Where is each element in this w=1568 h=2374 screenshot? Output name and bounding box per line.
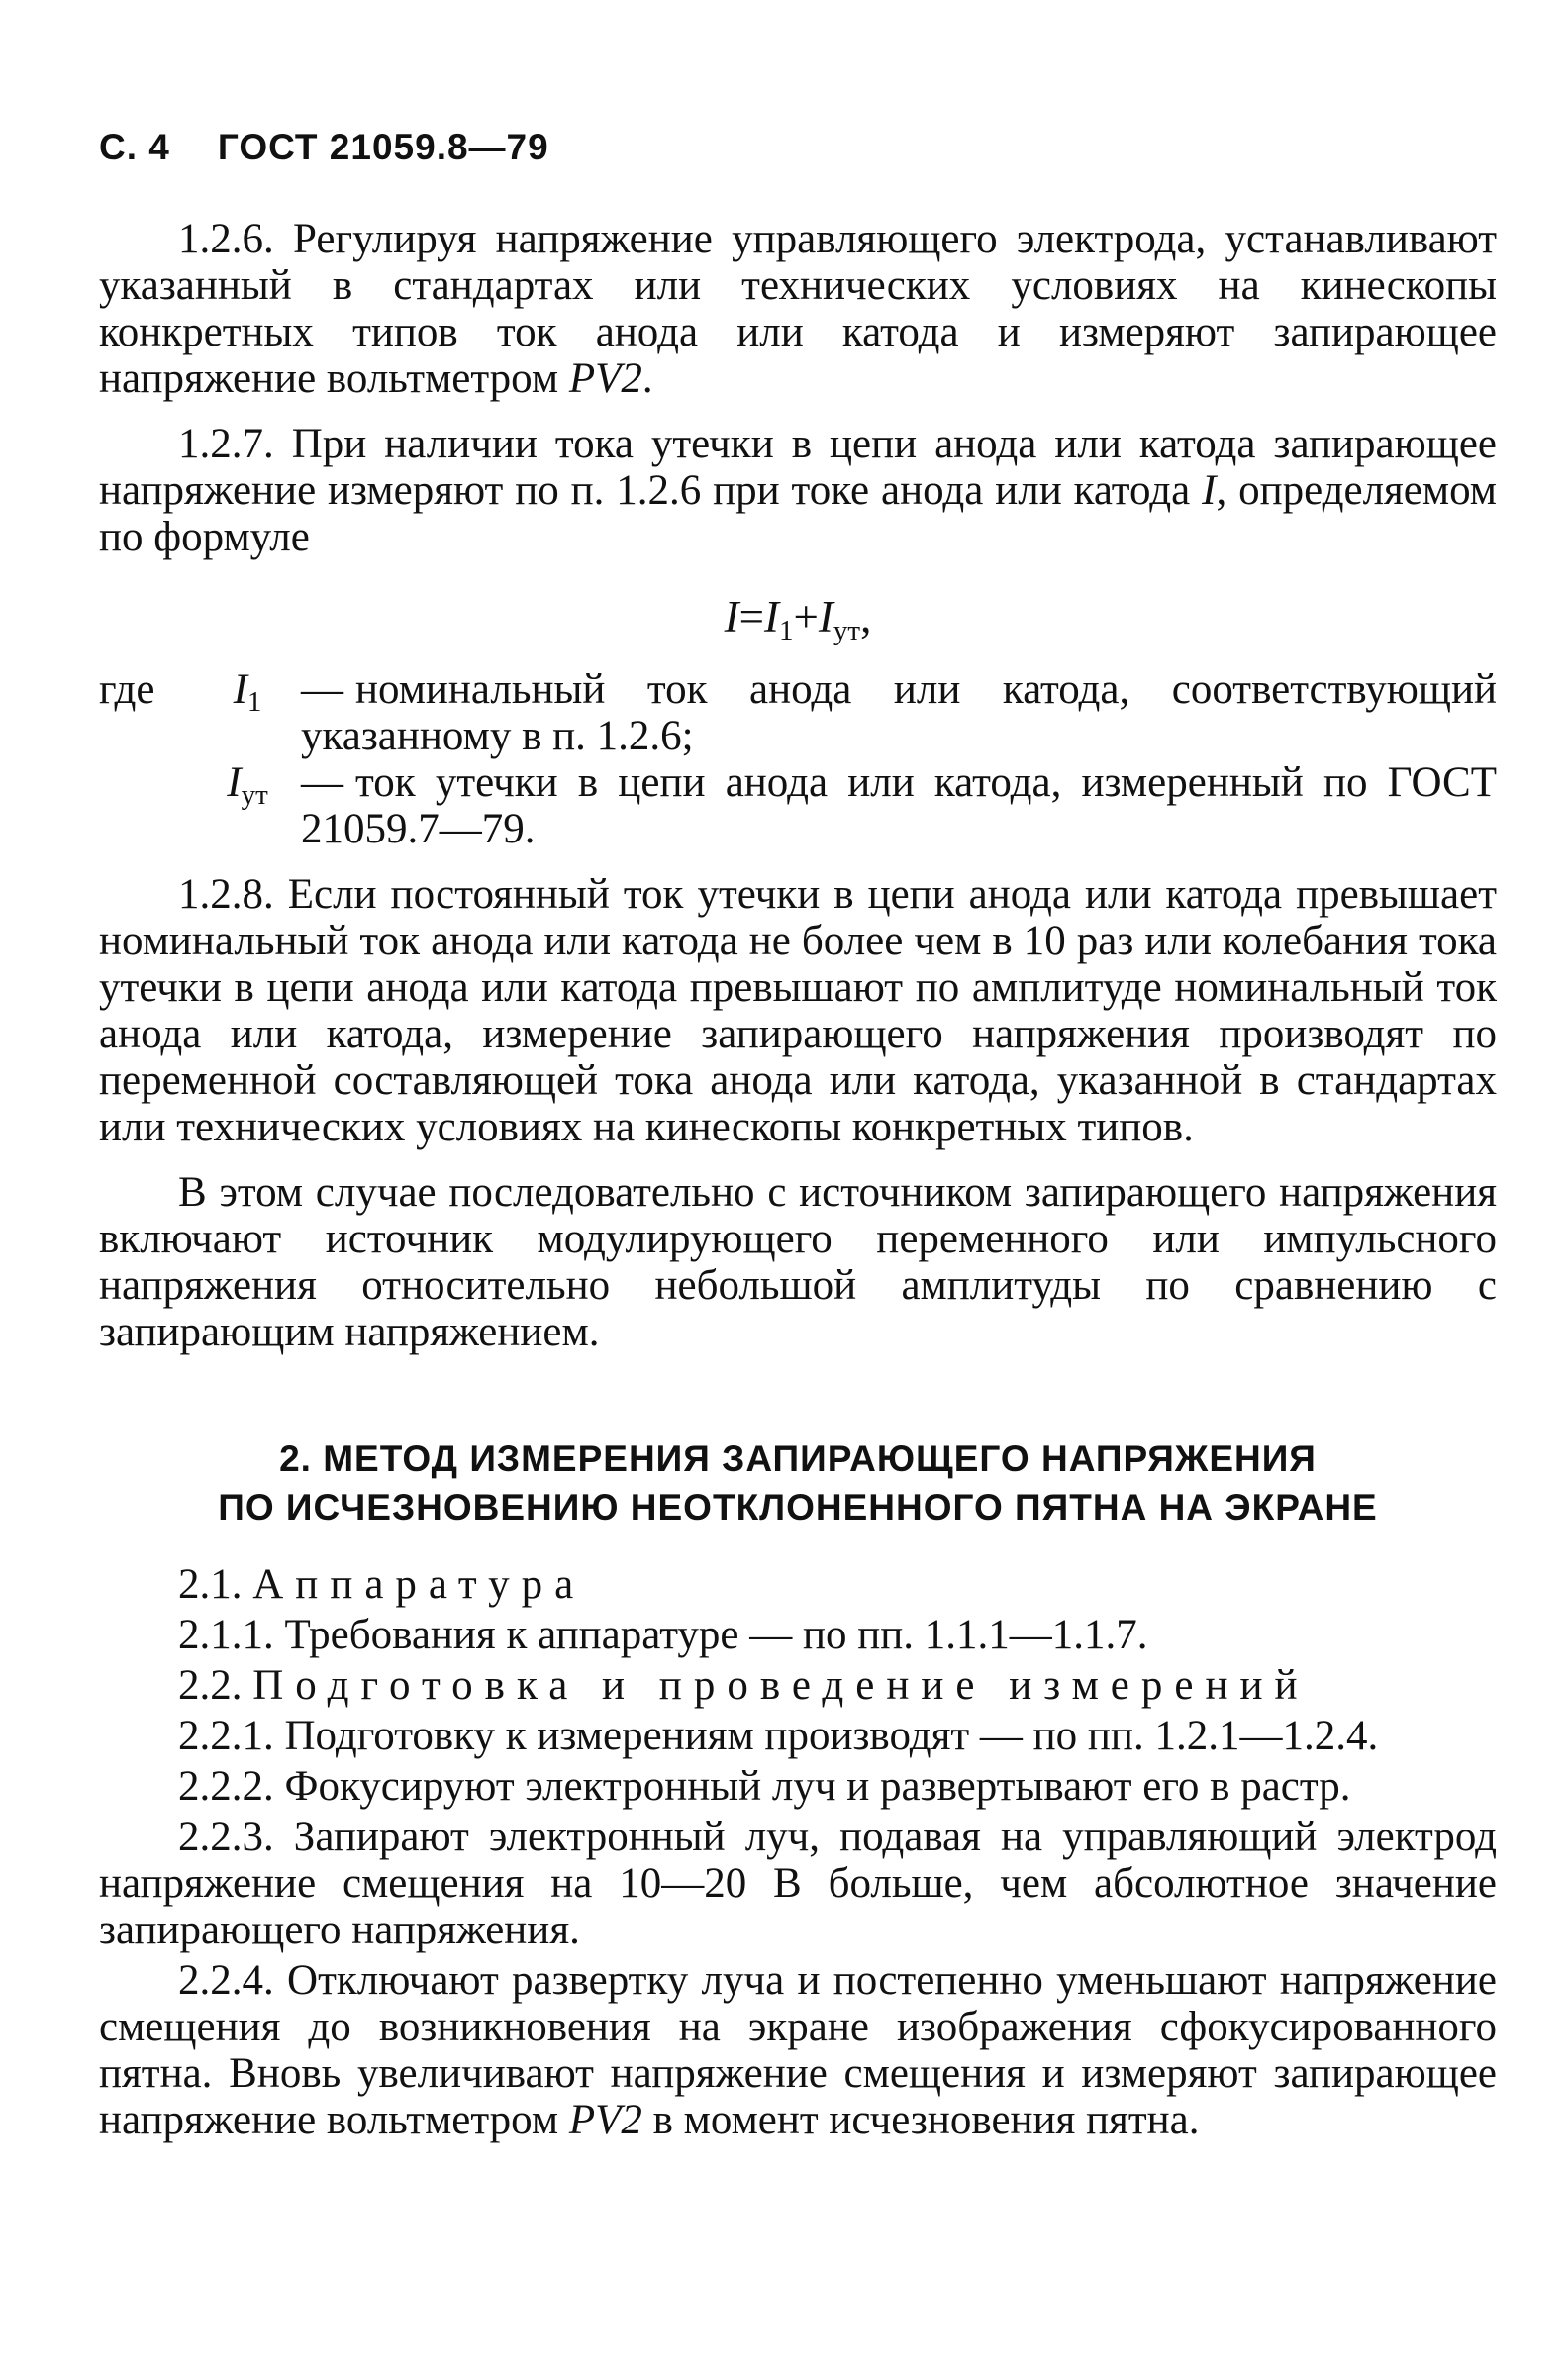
subsection-2-2-title (99, 1662, 1497, 1709)
symbol-sub: 1 (246, 686, 262, 718)
paragraph-text: , определяемом по формуле (99, 467, 1497, 560)
section-2-heading (99, 1434, 1497, 1532)
item-2-2-1: 2.2.1. Подготовку к измерениям производят — по пп. 1.2.1—1.2.4. (178, 1713, 1379, 1759)
definition-text: номинальный ток анода или катода, соответствующий указанному в п. 1.2.6; (301, 666, 1497, 759)
paragraph-1-2-8: 1.2.8. Если постоянный ток утечки в цепи анода или катода превышает номинальный ток анода или катода не более чем в 10 раз или колебания тока утечки в цепи анода или катода превышают по амплитуде номинальный ток анода или катода, измерение запирающего напряжения производят по переменной составляющей тока анода или катода, указанной в стандартах или технических условиях на кинескопы конкретных типов. (99, 871, 1497, 1150)
definition-text-2 (301, 759, 1497, 852)
formula-sub-1: 1 (779, 615, 794, 646)
formula-term-2: I (818, 592, 833, 642)
definition-text-1 (301, 666, 1497, 759)
dash: — (301, 666, 343, 713)
definition-text: ток утечки в цепи анода или катода, измеренный по ГОСТ 21059.7—79. (301, 759, 1497, 852)
formula-comma: , (860, 592, 872, 642)
paragraph-text: в момент исчезновения пятна. (641, 2097, 1200, 2143)
definition-symbol-2 (194, 759, 301, 852)
subsection-number: 2.1. (178, 1561, 243, 1608)
section-2-content (99, 1561, 1497, 2143)
page-header (99, 127, 549, 168)
item-2-2-4 (99, 1957, 1497, 2143)
formula-equals: = (738, 592, 765, 642)
symbol-sub: ут (241, 779, 268, 811)
formula-lhs: I (724, 592, 739, 642)
heading-line-2: ПО ИСЧЕЗНОВЕНИЮ НЕОТКЛОНЕННОГО ПЯТНА НА ЭКРАНЕ (218, 1487, 1378, 1528)
item-2-2-3: 2.2.3. Запирают электронный луч, подавая на управляющий электрод напряжение смещения на 10—20 В больше, чем абсолютное значение запирающего напряжения. (99, 1814, 1497, 1953)
spacer (99, 759, 194, 852)
paragraph-text: 1.2.7. При наличии тока утечки в цепи анода или катода запирающее напряжение измеряют по п. 1.2.6 при токе анода или катода (99, 421, 1497, 514)
paragraph-text: 2.2.4. Отключают развертку луча и постепенно уменьшают напряжение смещения до возникновения на экране изображения сфокусированного пятна. Вновь увеличивают напряжение смещения и измеряют запирающее напряжение вольтметром (99, 1957, 1497, 2143)
voltmeter-label: PV2 (568, 2097, 642, 2143)
where-definitions (99, 666, 1497, 852)
symbol-letter: I (227, 759, 242, 806)
item-2-2-2: 2.2.2. Фокусируют электронный луч и развертывают его в растр. (178, 1763, 1351, 1810)
subsection-title: Подготовка и проведение измерений (252, 1662, 1310, 1709)
paragraph-1-2-6 (99, 216, 1497, 402)
paragraph-1-2-8-continued: В этом случае последовательно с источником запирающего напряжения включают источник модулирующего переменного или импульсного напряжения относительно небольшой амплитуды по сравнению с запирающим напряжением. (99, 1169, 1497, 1355)
symbol-letter: I (233, 666, 247, 713)
paragraph-text: 1.2.6. Регулируя напряжение управляющего электрода, устанавливают указанный в стандартах или технических условиях на кинескопы конкретных типов ток анода или катода и измеряют запирающее напряжение вольтметром (99, 216, 1497, 402)
subsection-title: Аппаратура (252, 1561, 586, 1608)
formula-sub-2: ут (833, 615, 861, 646)
definition-symbol-1 (194, 666, 301, 759)
document-code: ГОСТ 21059.8—79 (217, 127, 549, 167)
subsection-number: 2.2. (178, 1662, 243, 1709)
dash: — (301, 759, 343, 806)
item-2-1-1: 2.1.1. Требования к аппаратуре — по пп. 1.1.1—1.1.7. (178, 1612, 1148, 1658)
voltmeter-label: PV2 (568, 355, 642, 402)
paragraph-1-2-7 (99, 421, 1497, 560)
page-number: С. 4 (99, 127, 170, 167)
formula-term-1: I (764, 592, 780, 642)
where-label: где (99, 666, 155, 713)
heading-line-1: 2. МЕТОД ИЗМЕРЕНИЯ ЗАПИРАЮЩЕГО НАПРЯЖЕНИЯ (279, 1438, 1317, 1479)
formula-plus: + (793, 592, 819, 642)
formula (99, 592, 1497, 646)
document-body (99, 216, 1497, 2143)
period: . (641, 355, 653, 402)
subsection-2-1-title (99, 1561, 1497, 1608)
current-symbol: I (1202, 467, 1217, 514)
